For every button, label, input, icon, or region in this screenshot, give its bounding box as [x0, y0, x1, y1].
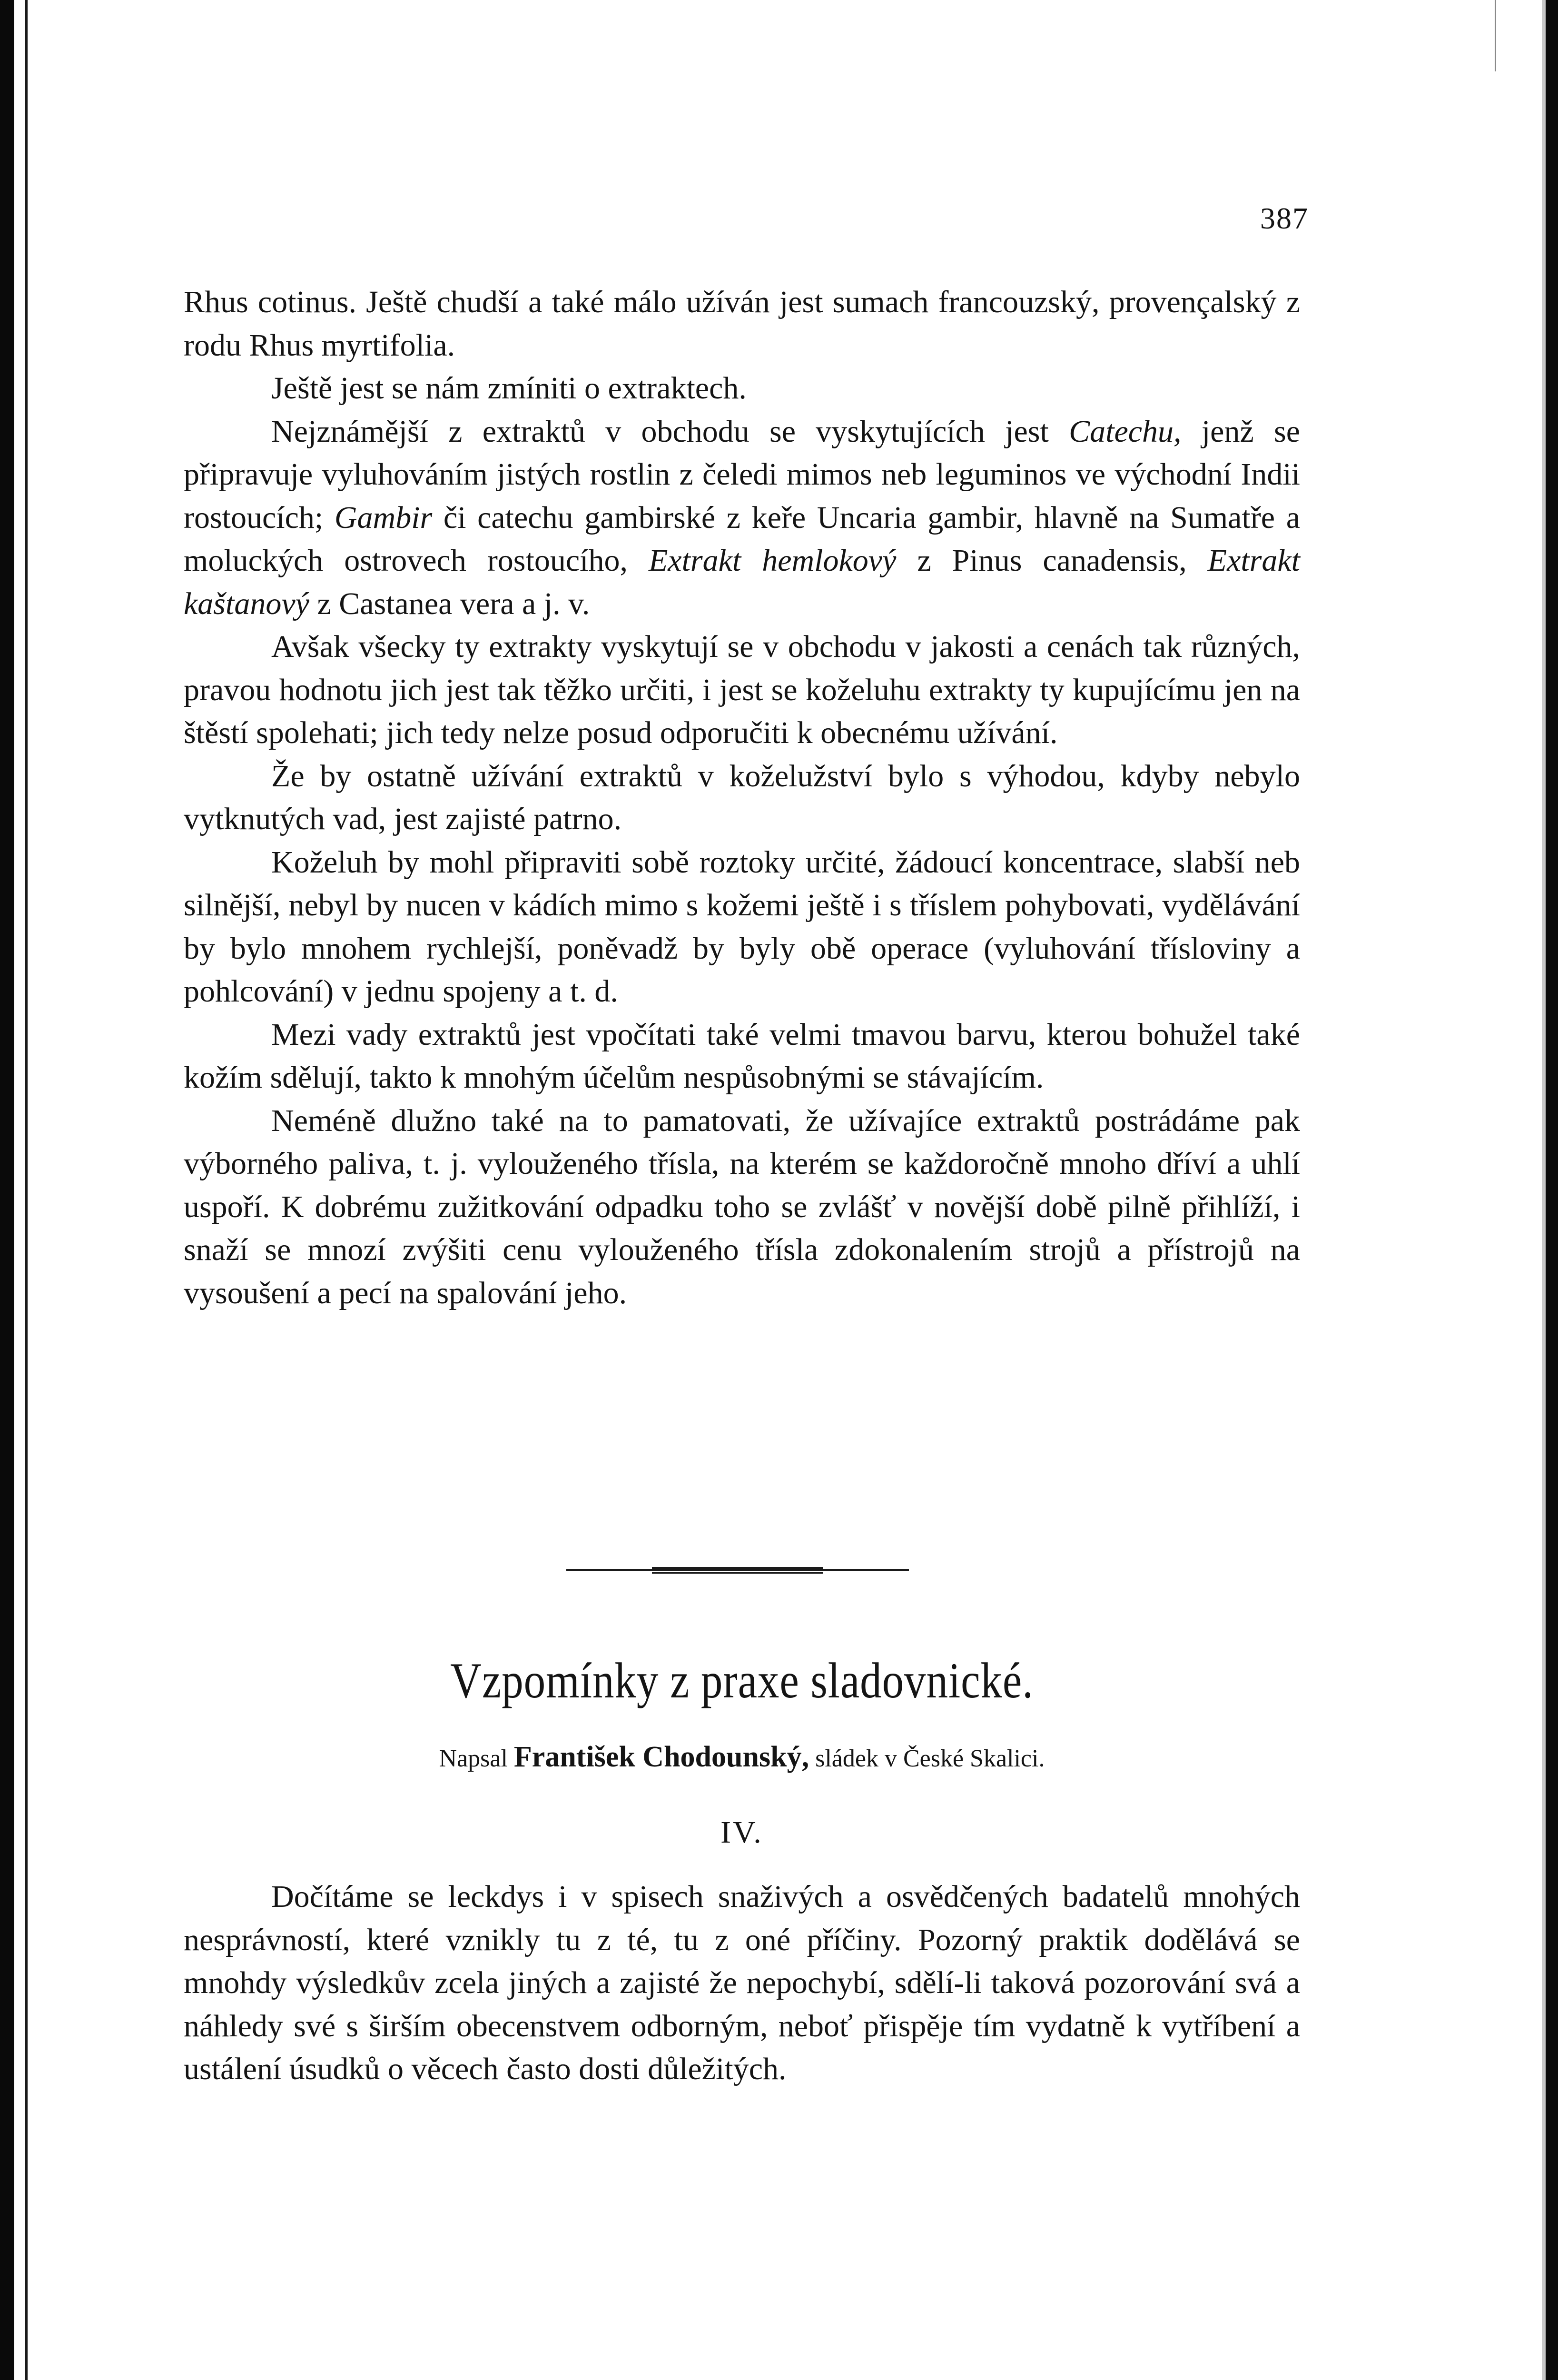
italic-term: Extrakt hemlokový: [648, 543, 897, 578]
scan-edge-line: [25, 0, 28, 2380]
paragraph: Koželuh by mohl připraviti sobě roztoky určité, žádoucí koncentrace, slabší neb silnější, nebyl by nucen v kádích mimo s kožemi ještě i s tříslem pohybovati, vydělávání by bylo mnohem rychlejší, poněvadž by byly obě operace (vyluhování třísloviny a pohlcování) v jednu spojeny a t. d.: [184, 844, 1300, 1009]
paragraph: [184, 410, 1300, 626]
paragraph: Dočítáme se leckdys i v spisech snaživých a osvědčených badatelů mnohých nesprávností, které vznikly tu z té, tu z oné příčiny. Pozorný praktik dodělává se mnohdy výsledkův zcela jiných a zajisté že nepochybí, sdělí-li taková pozorování svá a náhledy své s širším obecenstvem odborným, neboť přispěje tím vydatně k vytříbení a ustálení úsudků o věcech často dosti důležitých.: [184, 1879, 1300, 2086]
part-number: IV.: [720, 1815, 763, 1850]
article-body: [184, 1875, 1300, 2091]
scan-edge-right: [1546, 0, 1558, 2380]
author-name: František Chodounský,: [513, 1741, 809, 1773]
page-number: 387: [1260, 201, 1309, 235]
paragraph: Ještě jest se nám zmíniti o extraktech.: [271, 371, 747, 406]
scan-mark: [1495, 0, 1525, 71]
italic-term: Extrakt kaštanový: [184, 543, 1301, 621]
byline-prefix: Napsal: [439, 1745, 514, 1772]
paragraph: Mezi vady extraktů jest vpočítati také velmi tmavou barvu, kterou bohužel také kožím sdělují, takto k mnohým účelům nespůsobnými se stávajícím.: [184, 1017, 1300, 1095]
paragraph: Avšak všecky ty extrakty vyskytují se v obchodu v jakosti a cenách tak různých, pravou hodnotu jich jest tak těžko určiti, i jest se koželuhu extrakty ty kupujícímu jen na štěstí spolehati; jich tedy nelze posud odporučiti k obecnému užívání.: [184, 629, 1300, 750]
text-run: či catechu gambirské z keře Uncaria gambir, hlavně na Sumatře a moluckých ostrovech rostoucího,: [184, 500, 1300, 578]
paragraph: Rhus cotinus. Ještě chudší a také málo užíván jest sumach francouzský, provençalský z rodu Rhus myrtifolia.: [184, 285, 1300, 363]
article-title: Vzpomínky z praxe sladovnické.: [450, 1653, 1034, 1708]
section-divider: [566, 1567, 909, 1574]
italic-term: Catechu,: [1069, 414, 1182, 449]
text-run: z Pinus canadensis,: [896, 543, 1208, 578]
text-run: z Castanea vera a j. v.: [309, 586, 590, 621]
text-run: Nejznámější z extraktů v obchodu se vyskytujících jest: [271, 414, 1069, 449]
scan-edge-shadow: [1542, 0, 1546, 2380]
text-run: jenž se připravuje vyluhováním jistých rostlin z čeledi mimos neb leguminos ve východní Indii rostoucích;: [184, 414, 1301, 535]
top-section: [184, 281, 1300, 1315]
italic-term: Gambir: [334, 500, 433, 535]
byline-suffix: sládek v České Skalici.: [809, 1745, 1045, 1772]
paragraph: Že by ostatně užívání extraktů v koželužství bylo s výhodou, kdyby nebylo vytknutých vad, jest zajisté patrno.: [184, 758, 1300, 836]
scan-edge-left: [0, 0, 14, 2380]
byline: [184, 1740, 1300, 1774]
paragraph: Neméně dlužno také na to pamatovati, že užívajíce extraktů postrádáme pak výborného paliva, t. j. vylouženého třísla, na kterém se každoročně mnoho dříví a uhlí uspoří. K dobrému zužitkování odpadku toho se zvlášť v novější době pilně přihlíží, i snaží se mnozí zvýšiti cenu vylouženého třísla zdokonalením strojů a přístrojů na vysoušení a pecí na spalování jeho.: [184, 1103, 1300, 1310]
